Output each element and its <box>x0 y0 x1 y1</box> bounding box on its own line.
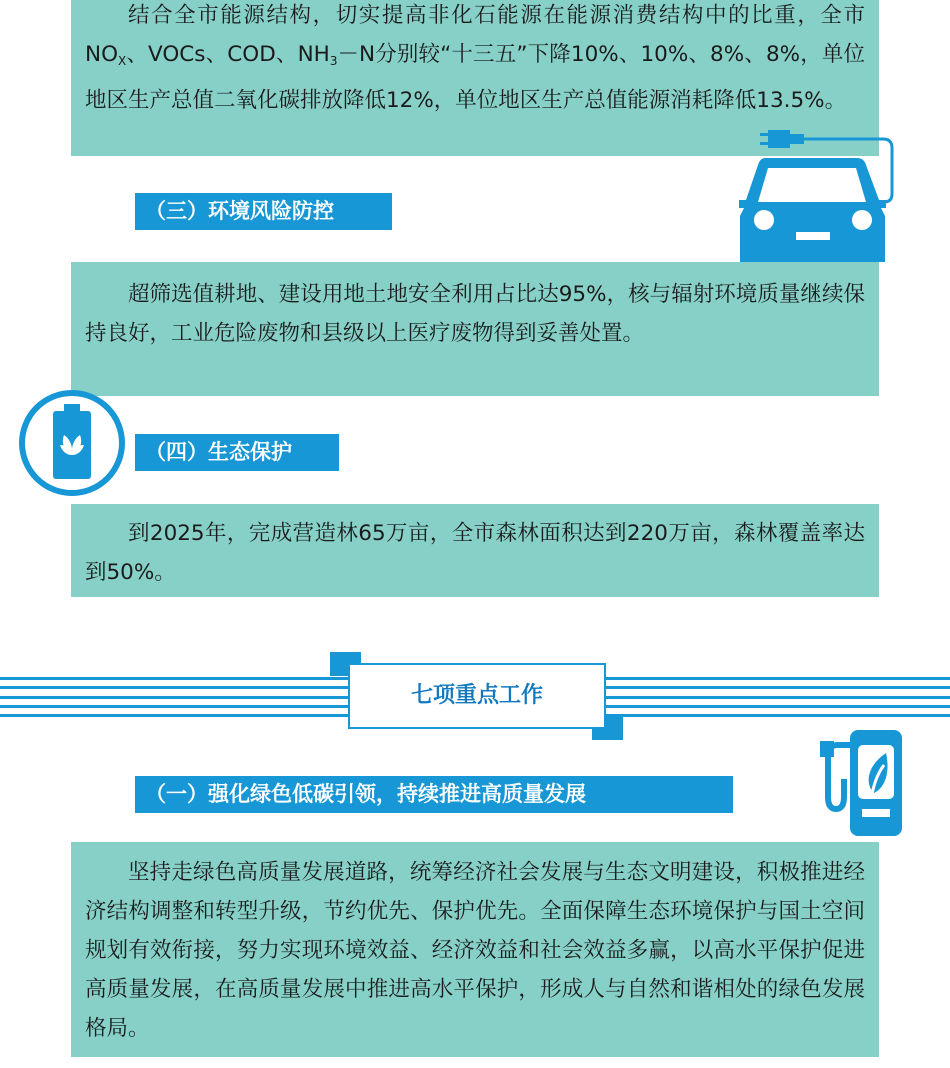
section-banner-title: 七项重点工作 <box>348 663 606 729</box>
energy-text-2: 、VOCs、COD、NH <box>126 42 330 67</box>
ecology-paragraph: 到2025年，完成营造林65万亩，全市森林面积达到220万亩，森林覆盖率达到50%。 <box>85 521 865 585</box>
section-heading-ecology: （四）生态保护 <box>135 434 339 471</box>
energy-text-3: －N分别较“十三五”下降10%、10%、8%、8%，单位地区生产总值二氧化碳排放降低12%，单位地区生产总值能源消耗降低13.5%。 <box>85 42 865 113</box>
task-heading-green-development: （一）强化绿色低碳引领，持续推进高质量发展 <box>135 776 733 813</box>
eco-battery-icon <box>16 389 128 497</box>
section-heading-risk: （三）环境风险防控 <box>135 193 392 230</box>
risk-panel <box>71 262 879 396</box>
ecology-panel <box>71 504 879 597</box>
green-development-paragraph: 坚持走绿色高质量发展道路，统筹经济社会发展与生态文明建设，积极推进经济结构调整和转型升级，节约优先、保护优先。全面保障生态环境保护与国土空间规划有效衔接，努力实现环境效益、经济效益和社会效益多赢，以高水平保护促进高质量发展，在高质量发展中推进高水平保护，形成人与自然和谐相处的绿色发展格局。 <box>85 860 865 1041</box>
electric-car-icon <box>738 128 898 262</box>
green-development-panel <box>71 842 879 1057</box>
energy-paragraph <box>85 0 865 120</box>
energy-text-1: 结合全市能源结构，切实提高非化石能源在能源消费结构中的比重，全市NO <box>85 3 865 67</box>
risk-paragraph: 超筛选值耕地、建设用地土地安全利用占比达95%，核与辐射环境质量继续保持良好，工业危险废物和县级以上医疗废物得到妥善处置。 <box>85 282 865 346</box>
green-fuel-pump-icon <box>816 727 906 837</box>
subscript-x: X <box>118 54 127 68</box>
subscript-3: 3 <box>329 54 338 68</box>
